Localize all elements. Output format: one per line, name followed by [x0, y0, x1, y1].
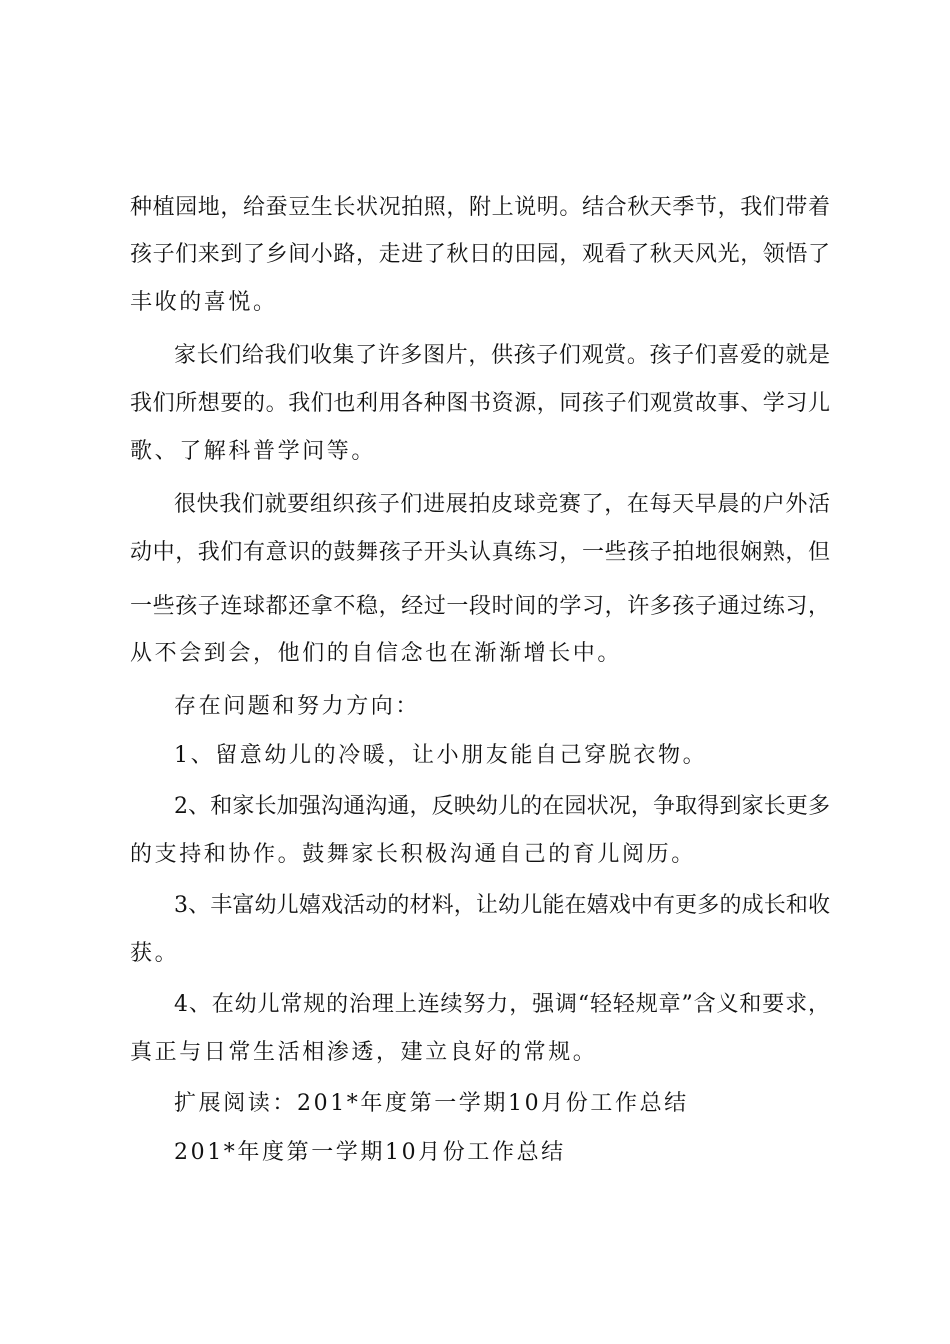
list-item: 3、丰富幼儿嬉戏活动的材料，让幼儿能在嬉戏中有更多的成长和收 — [174, 893, 830, 918]
section-title: 201*年度第一学期10月份工作总结 — [174, 1140, 566, 1165]
list-item-continuation: 的支持和协作。鼓舞家长积极沟通自己的育儿阅历。 — [130, 842, 696, 867]
paragraph-line: 丰收的喜悦。 — [130, 290, 278, 315]
list-item-continuation: 获。 — [130, 941, 180, 966]
paragraph-line: 动中，我们有意识的鼓舞孩子开头认真练习，一些孩子拍地很娴熟，但 — [130, 540, 830, 565]
section-heading: 存在问题和努力方向： — [174, 694, 421, 719]
paragraph-line: 我们所想要的。我们也利用各种图书资源，同孩子们观赏故事、学习儿 — [130, 391, 830, 416]
list-item-continuation: 真正与日常生活相渗透，建立良好的常规。 — [130, 1040, 598, 1065]
list-item: 2、和家长加强沟通沟通，反映幼儿的在园状况，争取得到家长更多 — [174, 794, 830, 819]
paragraph-line: 家长们给我们收集了许多图片，供孩子们观赏。孩子们喜爱的就是 — [174, 343, 830, 368]
extended-reading-line: 扩展阅读：201*年度第一学期10月份工作总结 — [174, 1091, 689, 1116]
paragraph-line: 歌、了解科普学问等。 — [130, 439, 377, 464]
paragraph-line: 种植园地，给蚕豆生长状况拍照，附上说明。结合秋天季节，我们带着 — [130, 195, 830, 220]
paragraph-line: 一些孩子连球都还拿不稳，经过一段时间的学习，许多孩子通过练习， — [130, 594, 830, 619]
list-item: 4、在幼儿常规的治理上连续努力，强调“轻轻规章”含义和要求， — [174, 992, 830, 1017]
paragraph-line: 孩子们来到了乡间小路，走进了秋日的田园，观看了秋天风光，领悟了 — [130, 242, 830, 267]
paragraph-line: 很快我们就要组织孩子们进展拍皮球竞赛了，在每天早晨的户外活 — [174, 492, 830, 517]
list-item: 1、留意幼儿的冷暖，让小朋友能自己穿脱衣物。 — [174, 743, 708, 768]
paragraph-line: 从不会到会，他们的自信念也在渐渐增长中。 — [130, 641, 623, 666]
